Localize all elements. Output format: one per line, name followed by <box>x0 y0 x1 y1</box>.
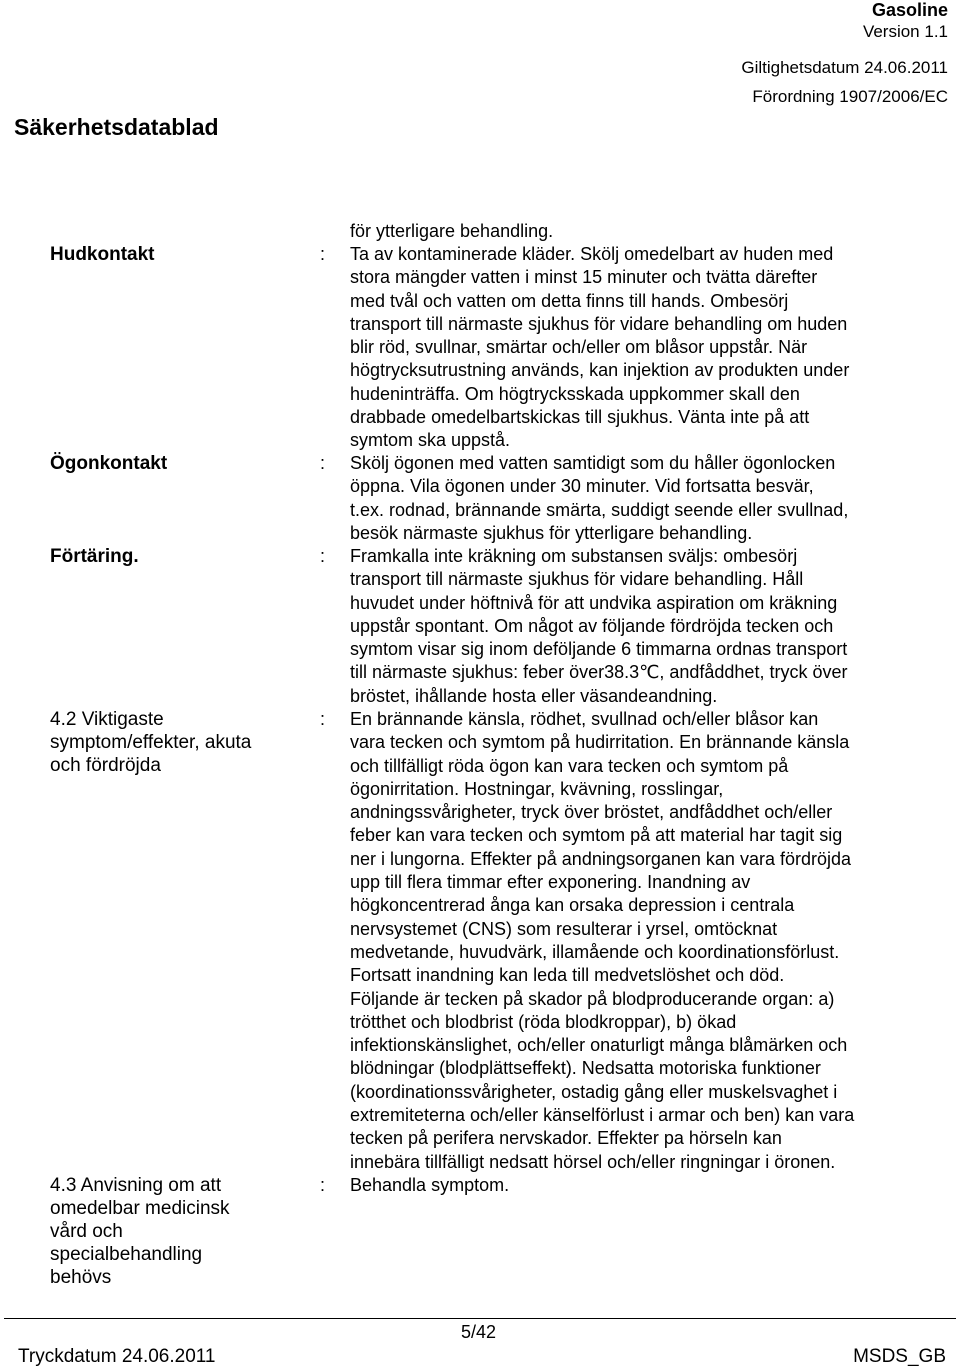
validity-date: Giltighetsdatum 24.06.2011 <box>741 58 948 77</box>
label-line: specialbehandling <box>50 1244 203 1265</box>
section-label-symptoms <box>50 708 300 777</box>
text-line: symtom ska uppstå. <box>350 430 511 451</box>
text-line: uppstår spontant. Om något av följande fördröjda tecken och <box>350 615 834 636</box>
text-line: vara tecken och symtom på hudirritation. En brännande känsla <box>350 732 850 753</box>
section-text-eye-contact <box>350 452 925 545</box>
continuation-text <box>350 220 925 243</box>
colon-separator: : <box>320 1175 326 1195</box>
document-code: MSDS_GB <box>853 1346 946 1367</box>
label-line: 4.2 Viktigaste <box>50 709 164 730</box>
text-line: medvetande, huvudvärk, illamående och koordinationsförlust. <box>350 941 840 962</box>
text-line: bröstet, ihållande hosta eller väsandeandning. <box>350 685 718 706</box>
section-label-eye-contact <box>50 452 300 475</box>
text-line: blir röd, svullnar, smärtar och/eller om blåsor uppstår. När <box>350 337 808 358</box>
section-text-skin-contact <box>350 243 925 453</box>
label-line: vård och <box>50 1221 123 1242</box>
text-line: huvudet under höftnivå för att undvika aspiration om kräkning <box>350 592 838 613</box>
text-line: En brännande känsla, rödhet, svullnad och/eller blåsor kan <box>350 709 819 729</box>
print-date: Tryckdatum 24.06.2011 <box>18 1346 216 1367</box>
page-number: 5/42 <box>461 1322 497 1342</box>
text-line: extremiteterna och/eller känselförlust i armar och ben) kan vara <box>350 1105 855 1126</box>
section-text-medical-attention <box>350 1174 925 1197</box>
label-line: behövs <box>50 1267 112 1288</box>
text-line: Fortsatt inandning kan leda till medvetslöshet och död. <box>350 965 785 986</box>
label-line: Hudkontakt <box>50 244 155 265</box>
section-label-ingestion <box>50 545 300 568</box>
text-line: och tillfälligt röda ögon kan vara tecken och symtom på <box>350 755 789 776</box>
text-line: stora mängder vatten i minst 15 minuter och tvätta därefter <box>350 267 818 288</box>
text-line: med tvål och vatten om detta finns till hands. Ombesörj <box>350 290 789 311</box>
colon-separator: : <box>320 709 326 729</box>
text-line: tecken på perifera nervskador. Effekter pa hörseln kan <box>350 1128 782 1149</box>
section-label-medical-attention <box>50 1174 300 1289</box>
text-line: transport till närmaste sjukhus för vidare behandling. Håll <box>350 569 804 590</box>
text-line: hudeninträffa. Om högtrycksskada uppkommer skall den <box>350 383 800 404</box>
section-text-symptoms <box>350 708 925 1174</box>
text-line: högkoncentrerad ånga kan orsaka depression i centrala <box>350 895 795 916</box>
text-line: feber kan vara tecken och symtom på att material har tagit sig <box>350 825 843 846</box>
continuation-line: för ytterligare behandling. <box>350 221 554 241</box>
footer-divider <box>4 1318 956 1319</box>
section-text-ingestion <box>350 545 925 708</box>
text-line: ögonirritation. Hostningar, kvävning, rosslingar, <box>350 778 724 799</box>
text-line: till närmaste sjukhus: feber över38.3℃, andfåddhet, tryck över <box>350 662 848 683</box>
text-line: t.ex. rodnad, brännande smärta, suddigt seende eller svullnad, <box>350 499 849 520</box>
label-line: Förtäring. <box>50 546 139 567</box>
label-line: symptom/effekter, akuta <box>50 732 252 753</box>
colon-separator: : <box>320 453 326 473</box>
text-line: drabbade omedelbartskickas till sjukhus. Vänta inte på att <box>350 407 810 428</box>
text-line: nervsystemet (CNS) som resulterar i yrsel, omtöcknat <box>350 918 778 939</box>
text-line: blödningar (blodplättseffekt). Nedsatta motoriska funktioner <box>350 1058 821 1079</box>
document-title: Säkerhetsdatablad <box>14 114 219 140</box>
label-line: Ögonkontakt <box>50 453 168 474</box>
text-line: trötthet och blodbrist (röda blodkroppar), b) ökad <box>350 1011 737 1032</box>
text-line: Följande är tecken på skador på blodproducerande organ: a) <box>350 988 835 1009</box>
text-line: andningssvårigheter, tryck över bröstet, andfåddhet och/eller <box>350 802 833 823</box>
colon-separator: : <box>320 244 326 264</box>
text-line: innebära tillfälligt nedsatt hörsel och/eller ringningar i öronen. <box>350 1151 836 1172</box>
text-line: Skölj ögonen med vatten samtidigt som du håller ögonlocken <box>350 453 836 473</box>
text-line: ner i lungorna. Effekter på andningsorganen kan vara fördröjda <box>350 848 852 869</box>
text-line: upp till flera timmar efter exponering. Inandning av <box>350 872 751 893</box>
section-label-skin-contact <box>50 243 300 266</box>
label-line: 4.3 Anvisning om att <box>50 1175 222 1196</box>
text-line: transport till närmaste sjukhus för vidare behandling om huden <box>350 313 848 334</box>
text-line: öppna. Vila ögonen under 30 minuter. Vid fortsatta besvär, <box>350 476 814 497</box>
text-line: Ta av kontaminerade kläder. Skölj omedelbart av huden med <box>350 244 834 264</box>
text-line: infektionskänslighet, och/eller onaturligt många blåmärken och <box>350 1035 848 1056</box>
text-line: högtrycksutrustning används, kan injektion av produkten under <box>350 360 850 381</box>
text-line: besök närmaste sjukhus för ytterligare behandling. <box>350 522 753 543</box>
product-name: Gasoline <box>871 0 948 20</box>
label-line: och fördröjda <box>50 755 161 776</box>
label-line: omedelbar medicinsk <box>50 1198 230 1219</box>
colon-separator: : <box>320 546 326 566</box>
text-line: Behandla symptom. <box>350 1175 510 1195</box>
version-label: Version 1.1 <box>862 22 948 41</box>
text-line: (koordinationssvårigheter, ostadig gång eller muskelsvaghet i <box>350 1081 838 1102</box>
regulation-label: Förordning 1907/2006/EC <box>752 87 948 106</box>
text-line: symtom visar sig inom deföljande 6 timmarna ordnas transport <box>350 639 848 660</box>
text-line: Framkalla inte kräkning om substansen sväljs: ombesörj <box>350 546 798 566</box>
